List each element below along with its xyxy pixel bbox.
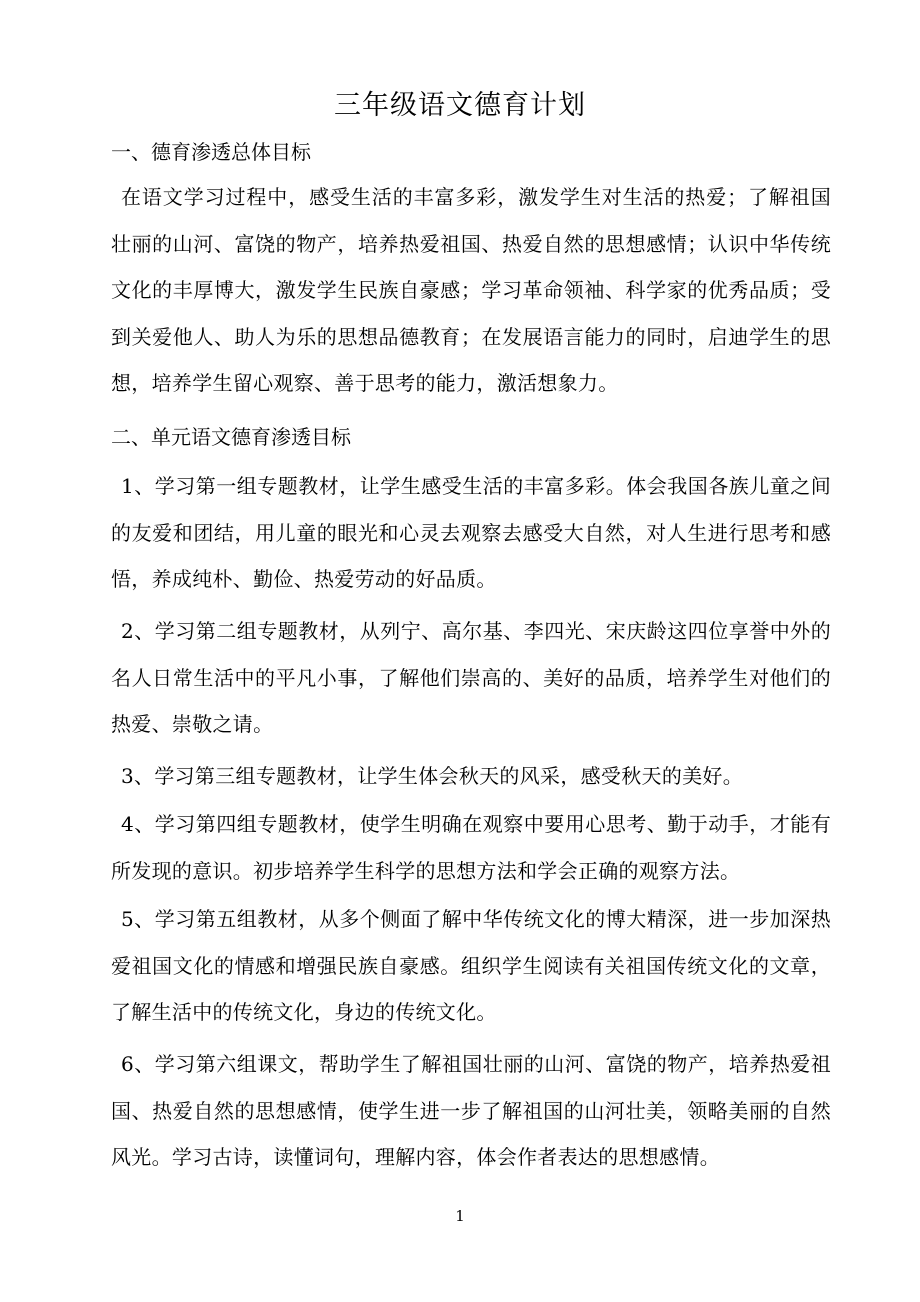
list-item-unit-3: 3、学习第三组专题教材，让学生体会秋天的风采，感受秋天的美好。 (121, 764, 744, 788)
paragraph-overall-goals: 在语文学习过程中，感受生活的丰富多彩，激发学生对生活的热爱；了解祖国壮丽的山河、富饶的物产，培养热爱祖国、热爱自然的思想感情；认识中华传统文化的丰厚博大，激发学生民族自豪感；学习革命领袖、科学家的优秀品质；受到关爱他人、助人为乐的思想品德教育；在发展语言能力的同时，启迪学生的思想，培养学生留心观察、善于思考的能力，激活想象力。 (111, 185, 831, 395)
list-item-unit-6: 6、学习第六组课文，帮助学生了解祖国壮丽的山河、富饶的物产，培养热爱祖国、热爱自然的思想感情，使学生进一步了解祖国的山河壮美，领略美丽的自然风光。学习古诗，读懂词句，理解内容，体会作者表达的思想感情。 (111, 1052, 831, 1169)
section-heading-overall-goals: 一、德育渗透总体目标 (111, 140, 311, 164)
page-number: 1 (455, 1207, 465, 1225)
list-item-unit-1: 1、学习第一组专题教材，让学生感受生活的丰富多彩。体会我国各族儿童之间的友爱和团结，用儿童的眼光和心灵去观察去感受大自然，对人生进行思考和感悟，养成纯朴、勤俭、热爱劳动的好品质。 (111, 474, 831, 591)
document-title: 三年级语文德育计划 (334, 90, 586, 121)
section-heading-unit-goals: 二、单元语文德育渗透目标 (111, 425, 351, 449)
list-item-unit-5: 5、学习第五组教材，从多个侧面了解中华传统文化的博大精深，进一步加深热爱祖国文化的情感和增强民族自豪感。组织学生阅读有关祖国传统文化的文章，了解生活中的传统文化，身边的传统文化。 (111, 907, 831, 1024)
list-item-unit-4: 4、学习第四组专题教材，使学生明确在观察中要用心思考、勤于动手，才能有所发现的意识。初步培养学生科学的思想方法和学会正确的观察方法。 (111, 812, 831, 883)
list-item-unit-2: 2、学习第二组专题教材，从列宁、高尔基、李四光、宋庆龄这四位享誉中外的名人日常生活中的平凡小事，了解他们崇高的、美好的品质，培养学生对他们的热爱、崇敬之请。 (111, 619, 831, 736)
